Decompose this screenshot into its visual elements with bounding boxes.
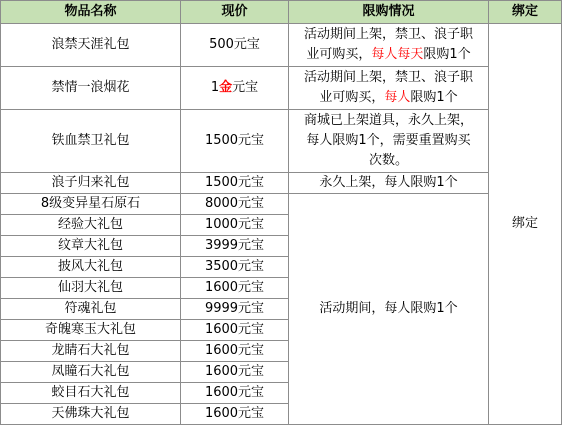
item-price: 8000元宝 [181, 194, 289, 215]
item-price: 500元宝 [181, 24, 289, 67]
table-row [1, 24, 562, 67]
item-name: 奇魄寒玉大礼包 [1, 320, 181, 341]
limit-cell [289, 24, 489, 67]
limit-highlight: 每人每天 [371, 47, 424, 62]
item-name: 仙羽大礼包 [1, 278, 181, 299]
item-name: 披风大礼包 [1, 257, 181, 278]
limit-text: 限购1个 [410, 90, 458, 105]
limit-text [291, 88, 486, 108]
limit-text: 业可购买， [306, 47, 372, 62]
limit-cell [289, 110, 489, 173]
table-row [1, 67, 562, 110]
item-price: 1500元宝 [181, 173, 289, 194]
limit-text: 限购1个 [423, 47, 471, 62]
limit-text: 活动期间上架，禁卫、浪子职 [303, 27, 473, 42]
limit-text: 活动期间上架，禁卫、浪子职 [303, 70, 473, 85]
table-row [1, 194, 562, 215]
item-price: 1600元宝 [181, 278, 289, 299]
table-row [1, 110, 562, 173]
item-price: 3999元宝 [181, 236, 289, 257]
item-name: 经验大礼包 [1, 215, 181, 236]
price-number: 1 [210, 80, 220, 95]
item-name: 浪禁天涯礼包 [1, 24, 181, 67]
bind-cell: 绑定 [489, 24, 562, 425]
table-row [1, 173, 562, 194]
limit-text [291, 45, 486, 65]
limit-highlight: 每人 [384, 90, 411, 105]
limit-cell: 永久上架，每人限购1个 [289, 173, 489, 194]
item-name: 8级变异星石原石 [1, 194, 181, 215]
limit-text: 次数。 [368, 153, 408, 168]
limit-text: 业可购买， [319, 90, 385, 105]
item-price: 1000元宝 [181, 215, 289, 236]
header-item-name: 物品名称 [1, 1, 181, 24]
item-name: 蛟目石大礼包 [1, 383, 181, 404]
item-name: 纹章大礼包 [1, 236, 181, 257]
item-name: 禁情一浪烟花 [1, 67, 181, 110]
limit-text: 每人限购1个，需要重置购买 [306, 133, 471, 148]
price-gold-highlight: 金 [219, 80, 233, 95]
item-name: 天佛珠大礼包 [1, 404, 181, 425]
item-price: 1600元宝 [181, 404, 289, 425]
item-name: 龙睛石大礼包 [1, 341, 181, 362]
item-price: 9999元宝 [181, 299, 289, 320]
item-price: 1600元宝 [181, 320, 289, 341]
header-row [1, 1, 562, 24]
header-limit: 限购情况 [289, 1, 489, 24]
limit-text: 商城已上架道具，永久上架， [303, 113, 473, 128]
header-bind: 绑定 [489, 1, 562, 24]
item-price: 3500元宝 [181, 257, 289, 278]
limit-cell [289, 67, 489, 110]
item-price [181, 67, 289, 110]
limit-group-cell: 活动期间，每人限购1个 [289, 194, 489, 425]
item-name: 凤瞳石大礼包 [1, 362, 181, 383]
item-price: 1500元宝 [181, 110, 289, 173]
header-price: 现价 [181, 1, 289, 24]
price-unit: 元宝 [232, 80, 259, 95]
item-name: 符魂礼包 [1, 299, 181, 320]
item-name: 浪子归来礼包 [1, 173, 181, 194]
item-name: 铁血禁卫礼包 [1, 110, 181, 173]
item-price: 1600元宝 [181, 383, 289, 404]
item-price: 1600元宝 [181, 362, 289, 383]
item-price: 1600元宝 [181, 341, 289, 362]
